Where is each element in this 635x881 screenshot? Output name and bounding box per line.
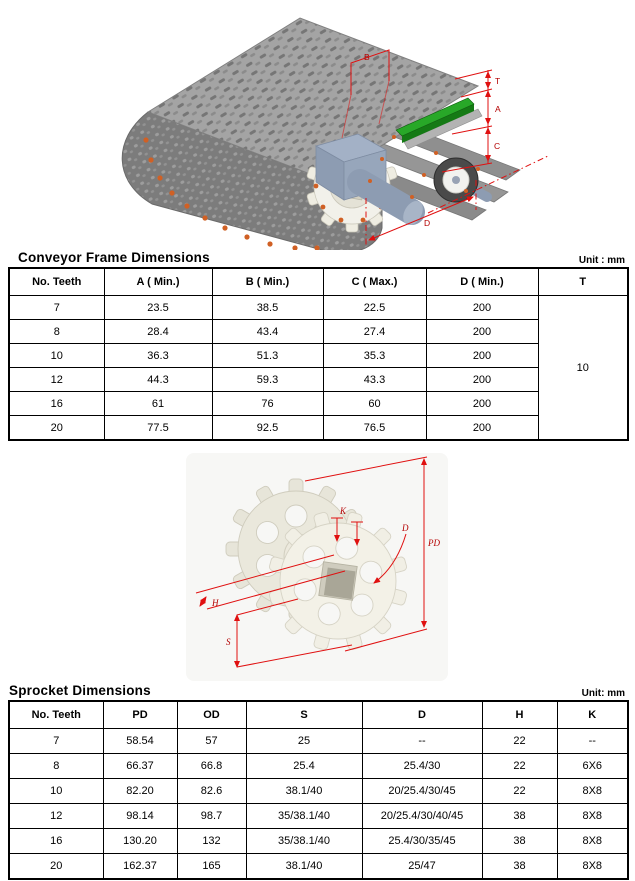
table-row [9, 344, 628, 368]
table-cell: 10 [9, 344, 104, 368]
table-cell: 20/25.4/30/40/45 [362, 804, 482, 829]
table-cell: 38.1/40 [246, 854, 362, 880]
table-cell: 6X6 [557, 754, 628, 779]
table-cell: 92.5 [212, 416, 323, 441]
table-cell: 8 [9, 320, 104, 344]
table-cell: 98.7 [177, 804, 246, 829]
table-cell: 25 [246, 729, 362, 754]
table-cell: 44.3 [104, 368, 212, 392]
table-cell: 43.4 [212, 320, 323, 344]
table-cell: 58.54 [103, 729, 177, 754]
column-header: OD [177, 701, 246, 729]
table-cell: 16 [9, 829, 103, 854]
table-cell: 38 [482, 829, 557, 854]
table-cell: 66.37 [103, 754, 177, 779]
dim-label-t: T [495, 76, 501, 86]
table-cell: 38 [482, 854, 557, 880]
table-cell: 25.4/30/35/45 [362, 829, 482, 854]
table-row [9, 296, 628, 320]
table-cell: 77.5 [104, 416, 212, 441]
header-row [9, 268, 628, 296]
table-row [9, 804, 628, 829]
table-cell: 8 [9, 754, 103, 779]
table-cell: -- [362, 729, 482, 754]
table-cell: 98.14 [103, 804, 177, 829]
dim-label-a: A [495, 104, 501, 114]
table-cell: 22.5 [323, 296, 426, 320]
table-cell: 35/38.1/40 [246, 804, 362, 829]
table-cell: 22 [482, 779, 557, 804]
table-cell: 10 [9, 779, 103, 804]
dim-label-d: D [424, 218, 431, 228]
dim-label-h: H [212, 598, 219, 608]
table-cell: 20/25.4/30/45 [362, 779, 482, 804]
table-cell: 130.20 [103, 829, 177, 854]
table-cell: 22 [482, 754, 557, 779]
merged-cell-t: 10 [538, 296, 628, 441]
sprocket-front-flange [269, 512, 408, 651]
table-cell: 59.3 [212, 368, 323, 392]
table-cell: 8X8 [557, 804, 628, 829]
table-cell: 7 [9, 729, 103, 754]
column-header: D ( Min.) [426, 268, 538, 296]
table-cell: 22 [482, 729, 557, 754]
column-header: K [557, 701, 628, 729]
conveyor-section-head [9, 250, 626, 266]
table-cell: 82.6 [177, 779, 246, 804]
table-cell: 200 [426, 416, 538, 441]
table-cell: 162.37 [103, 854, 177, 880]
sprocket-dimensions-table [8, 700, 629, 880]
table-cell: 38.1/40 [246, 779, 362, 804]
table-cell: 200 [426, 296, 538, 320]
table-cell: 23.5 [104, 296, 212, 320]
dim-label-b: B [364, 52, 370, 62]
table-cell: 36.3 [104, 344, 212, 368]
table-cell: 27.4 [323, 320, 426, 344]
table-cell: 38 [482, 804, 557, 829]
table-cell: 200 [426, 320, 538, 344]
table-cell: 76 [212, 392, 323, 416]
column-header: PD [103, 701, 177, 729]
table-cell: 12 [9, 368, 104, 392]
column-header: B ( Min.) [212, 268, 323, 296]
table-cell: 76.5 [323, 416, 426, 441]
table-row [9, 320, 628, 344]
table-cell: 200 [426, 344, 538, 368]
table-cell: 25/47 [362, 854, 482, 880]
table-cell: 51.3 [212, 344, 323, 368]
table-cell: 38.5 [212, 296, 323, 320]
column-header: C ( Max.) [323, 268, 426, 296]
table-cell: 200 [426, 368, 538, 392]
table-cell: 8X8 [557, 829, 628, 854]
table-cell: 60 [323, 392, 426, 416]
table-cell: 16 [9, 392, 104, 416]
table-cell: 20 [9, 854, 103, 880]
sprocket-unit-label: Unit: mm [581, 688, 625, 699]
table-cell: 7 [9, 296, 104, 320]
table-cell: 57 [177, 729, 246, 754]
conveyor-belt-figure [0, 0, 635, 250]
table-cell: 200 [426, 392, 538, 416]
column-header: D [362, 701, 482, 729]
table-cell: 35/38.1/40 [246, 829, 362, 854]
column-header: H [482, 701, 557, 729]
table-cell: 35.3 [323, 344, 426, 368]
table-cell: 132 [177, 829, 246, 854]
table-row [9, 368, 628, 392]
dim-label-s: S [226, 637, 231, 647]
table-cell: 8X8 [557, 779, 628, 804]
table-cell: 25.4 [246, 754, 362, 779]
table-row [9, 829, 628, 854]
table-cell: 12 [9, 804, 103, 829]
conveyor-frame-dimensions-table [8, 267, 629, 441]
table-cell: 25.4/30 [362, 754, 482, 779]
conveyor-unit-label: Unit : mm [578, 255, 625, 266]
column-header: T [538, 268, 628, 296]
column-header: S [246, 701, 362, 729]
table-row [9, 392, 628, 416]
table-cell: -- [557, 729, 628, 754]
table-cell: 28.4 [104, 320, 212, 344]
table-cell: 82.20 [103, 779, 177, 804]
table-cell: 61 [104, 392, 212, 416]
dim-label-k: K [340, 506, 347, 516]
table-cell: 66.8 [177, 754, 246, 779]
column-header: No. Teeth [9, 701, 103, 729]
table-cell: 8X8 [557, 854, 628, 880]
dim-label-d: D [402, 523, 409, 533]
sprocket-section-head [9, 683, 626, 699]
conveyor-section-title: Conveyor Frame Dimensions [18, 250, 210, 265]
table-cell: 43.3 [323, 368, 426, 392]
dim-label-pd: PD [428, 538, 440, 548]
table-row [9, 729, 628, 754]
table-cell: 165 [177, 854, 246, 880]
dim-label-c: C [494, 141, 501, 151]
table-row [9, 416, 628, 441]
column-header: No. Teeth [9, 268, 104, 296]
table-row [9, 779, 628, 804]
table-row [9, 854, 628, 880]
sprocket-figure [0, 451, 635, 683]
column-header: A ( Min.) [104, 268, 212, 296]
header-row [9, 701, 628, 729]
table-cell: 20 [9, 416, 104, 441]
sprocket-section-title: Sprocket Dimensions [9, 683, 151, 698]
table-row [9, 754, 628, 779]
